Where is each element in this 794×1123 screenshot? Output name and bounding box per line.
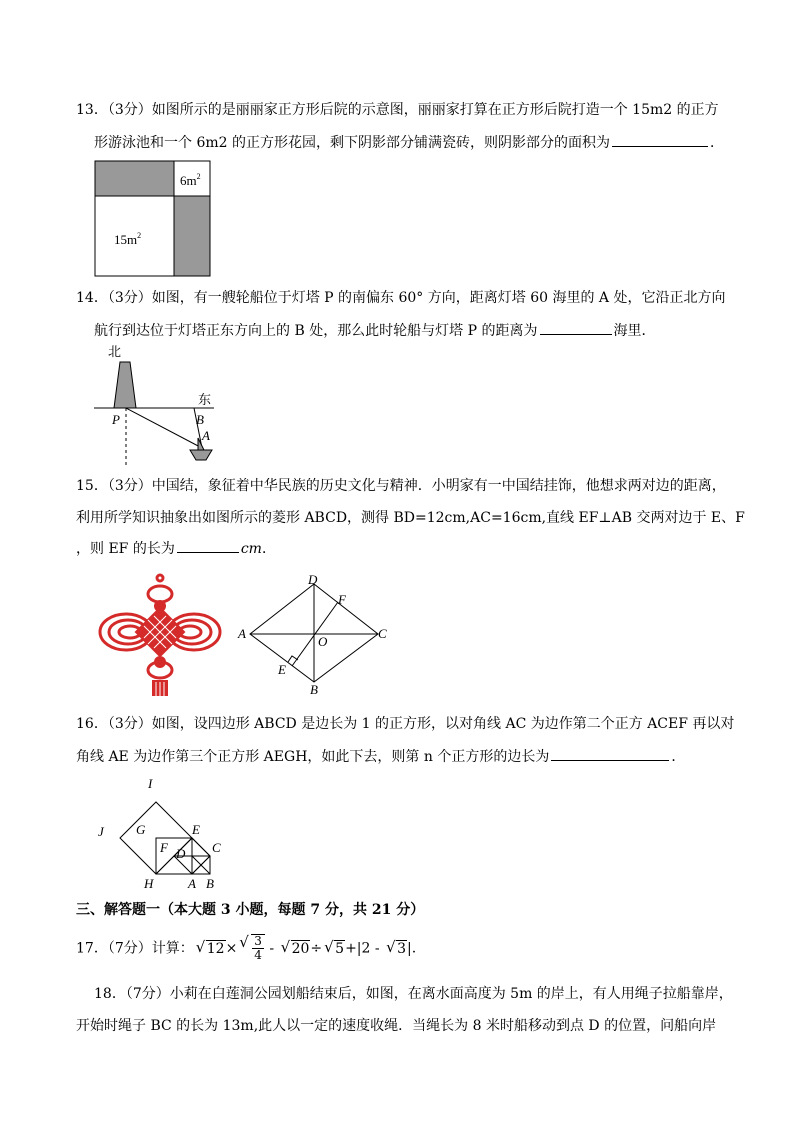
q17-line — [76, 934, 416, 962]
q15-line2 — [76, 508, 745, 528]
q17-sqrt-12: √ 12 — [196, 939, 226, 959]
q13-text2: 形游泳池和一个 6m2 的正方形花园，剩下阴影部分铺满瓷砖，则阴影部分的面积为 — [94, 135, 610, 151]
q14-P-label: P — [112, 412, 120, 427]
q15-line3 — [76, 538, 276, 559]
q13-label-6: $6m^2$ — [180, 172, 201, 188]
q15-answer-blank[interactable] — [177, 538, 239, 553]
q13-shade-right — [174, 196, 210, 276]
q14-figure — [90, 342, 230, 470]
q17-frac-den: 4 — [254, 948, 262, 962]
q17-abs-open: +|2 - — [345, 940, 385, 957]
q17-times: × — [225, 940, 238, 957]
q16-answer-blank[interactable] — [551, 746, 669, 761]
rhombus-C-label: C — [378, 626, 387, 641]
q14-lighthouse — [114, 362, 136, 408]
q16-G-label: G — [136, 822, 146, 837]
q14-text1: 14．（3分）如图，有一艘轮船位于灯塔 P 的南偏东 60° 方向，距离灯塔 60 海里的 A 处，它沿正北方向 — [76, 290, 726, 306]
q17-abs-close: |. — [406, 940, 417, 957]
q13-shade-top — [95, 161, 174, 196]
q14-ship-icon — [190, 450, 212, 460]
q13-figure — [94, 160, 212, 278]
q14-answer-blank[interactable] — [540, 320, 612, 335]
q15-text2: 利用所学知识抽象出如图所示的菱形 ABCD，测得 BD=12cm,AC=16cm,直线 EF⊥AB 交两对边于 E、F — [76, 510, 745, 526]
q17-sqrt-frac — [239, 934, 265, 962]
q14-north-label: 北 — [108, 344, 122, 359]
q14-text2: 航行到达位于灯塔正东方向上的 B 处，那么此时轮船与灯塔 P 的距离为 — [94, 323, 538, 339]
q14-text2-end: 海里． — [613, 323, 656, 339]
q16-A-label: A — [188, 876, 196, 891]
rhombus-A-label: A — [238, 626, 246, 641]
knot-bottom-bead — [154, 656, 166, 668]
q17-div: ÷ — [310, 940, 323, 957]
q18-text2: 开始时绳子 BC 的长为 13m,此人以一定的速度收绳．当绳长为 8 米时船移动到点 D 的位置，问船向岸 — [76, 1018, 717, 1034]
q16-text2-end: ． — [671, 749, 686, 765]
q13-text1: 13．（3分）如图所示的是丽丽家正方形后院的示意图，丽丽家打算在正方形后院打造一个 15m2 的正方 — [76, 102, 719, 118]
q17-sqrt-5: √ 5 — [324, 939, 345, 959]
q15-chinese-knot-image — [98, 572, 222, 698]
q15-text3-end: ． — [261, 541, 276, 557]
right-angle-mark — [288, 656, 298, 662]
rhombus-F-label: F — [338, 592, 346, 607]
q14-A-label: A — [202, 428, 210, 443]
q17-sqrt-20: √ 20 — [281, 939, 311, 959]
q14-east-label: 东 — [198, 392, 212, 407]
q17-sqrt-3: √ 3 — [386, 939, 407, 959]
q14-path-PA — [126, 408, 202, 448]
q16-H-label: H — [144, 876, 154, 891]
q17-prefix: 17．（7分）计算： — [76, 940, 194, 957]
q14-B-label: B — [196, 412, 204, 427]
q16-E-label: E — [192, 822, 200, 837]
q18-text1: 18．（7分）小莉在白莲洞公园划船结束后，如图，在离水面高度为 5m 的岸上，有人用绳子拉船靠岸， — [94, 986, 733, 1002]
q18-line1 — [94, 984, 733, 1004]
q13-text2-end: ． — [710, 135, 724, 151]
rhombus-O-label: O — [318, 634, 328, 649]
q17-frac-num: √ 3 — [254, 934, 262, 948]
section-title-text: 三、解答题一（本大题 3 小题，每题 7 分，共 21 分） — [76, 902, 425, 918]
q15-rhombus-figure — [232, 572, 392, 698]
q16-J-label: J — [98, 824, 104, 839]
knot-top-ring — [157, 575, 163, 581]
q16-line1 — [76, 714, 734, 734]
q15-unit: cm — [240, 541, 262, 557]
segment-EC-diag — [192, 838, 210, 856]
q14-line1 — [76, 288, 725, 308]
q17-minus: - — [264, 940, 279, 957]
q13-label-15: $15m^2$ — [114, 231, 142, 247]
q16-D-label: D — [176, 846, 186, 861]
q13-line1 — [76, 100, 719, 120]
knot-top-bead — [154, 600, 166, 612]
q16-C-label: C — [212, 840, 221, 855]
knot-top-loop — [148, 586, 172, 602]
q16-I-label: I — [148, 776, 153, 791]
rhombus-E-label: E — [278, 662, 286, 677]
q16-text1: 16．（3分）如图，设四边形 ABCD 是边长为 1 的正方形，以对角线 AC 为边作第二个正方 ACEF 再以对 — [76, 716, 735, 732]
q15-line1 — [76, 476, 726, 496]
q15-text3: ，则 EF 的长为 — [76, 541, 175, 557]
q13-answer-blank[interactable] — [612, 132, 708, 147]
q16-B-label: B — [206, 876, 214, 891]
rhombus-B-label: B — [310, 682, 318, 697]
q16-figure — [92, 774, 232, 892]
q16-text2: 角线 AE 为边作第三个正方形 AEGH，如此下去，则第 n 个正方形的边长为 — [76, 749, 550, 765]
q15-text1: 15．（3分）中国结，象征着中华民族的历史文化与精神．小明家有一中国结挂饰，他想求两对边的距离， — [76, 478, 726, 494]
q16-F-label: F — [160, 840, 168, 855]
section-title — [76, 900, 424, 920]
rhombus-D-label: D — [308, 572, 318, 587]
q18-line2 — [76, 1016, 716, 1036]
q13-line2 — [94, 132, 724, 153]
q16-line2 — [76, 746, 685, 767]
q14-line2 — [94, 320, 656, 341]
